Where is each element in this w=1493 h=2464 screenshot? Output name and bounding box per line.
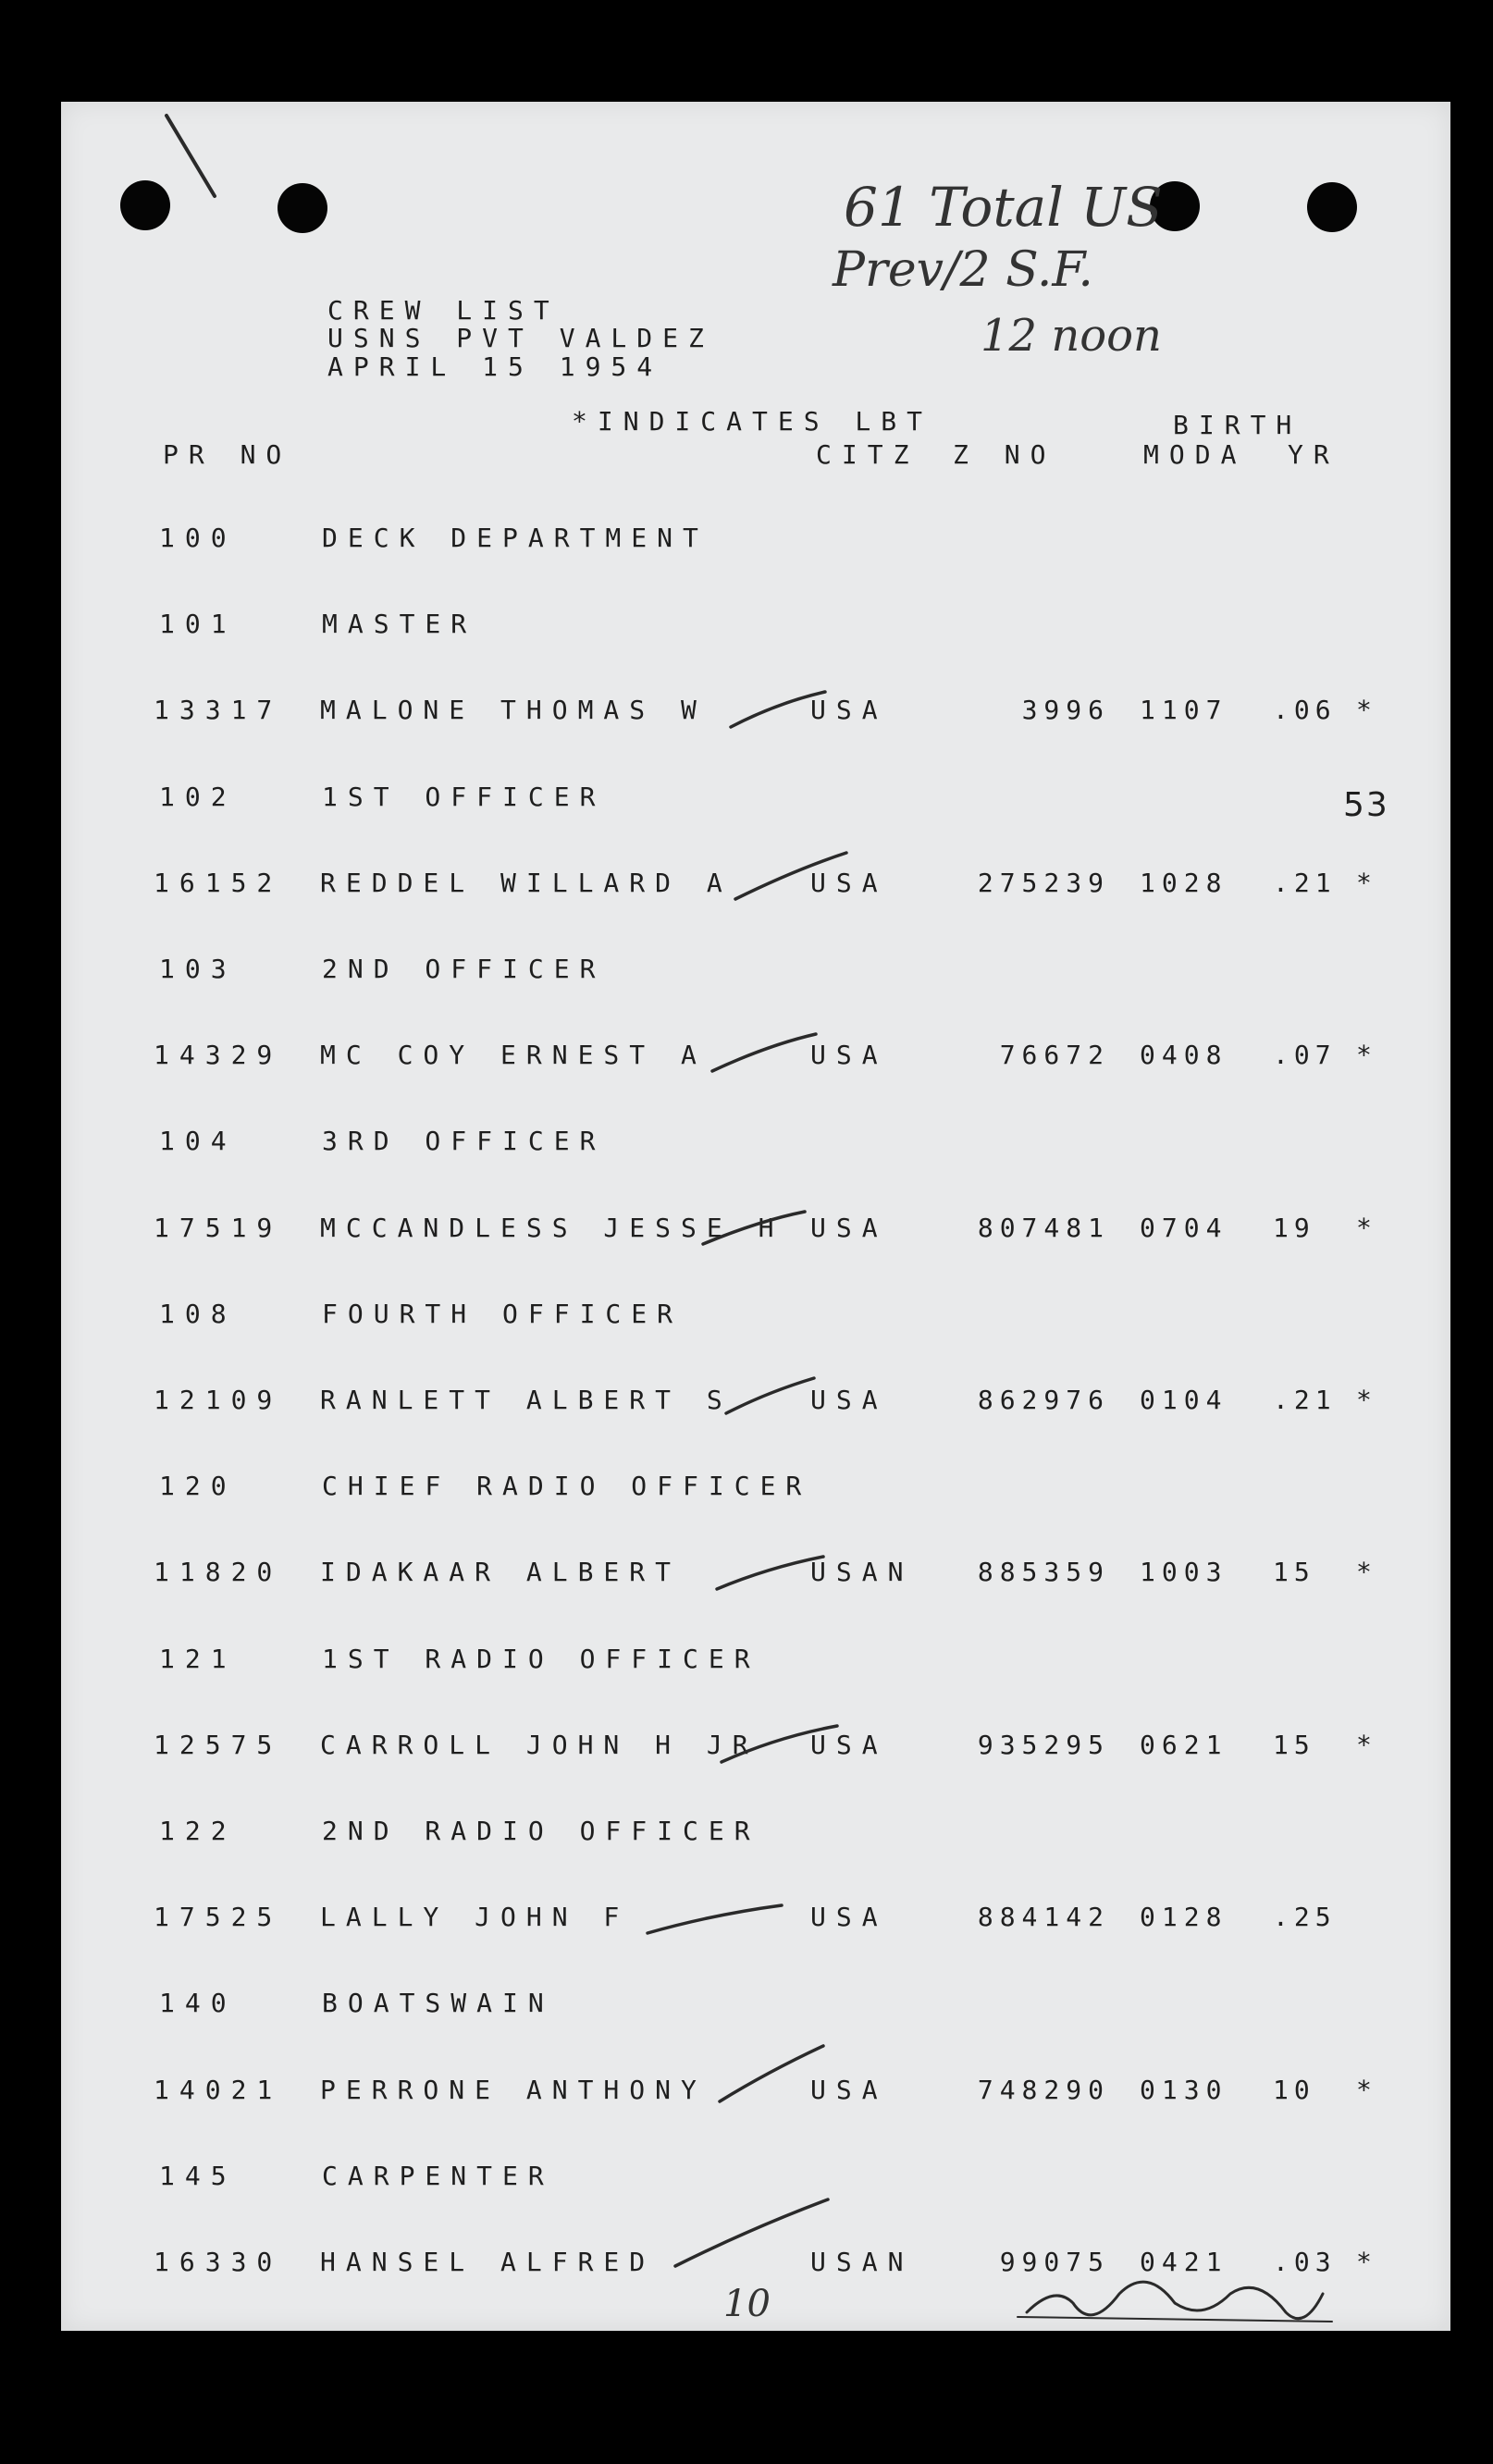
birth-year: 15 — [1273, 1730, 1315, 1760]
lbt-marker: * — [1356, 1557, 1382, 1587]
birth-year: 15 — [1273, 1557, 1315, 1587]
birth-moda: 1003 — [1140, 1557, 1228, 1587]
pr-number: 16152 — [154, 868, 283, 898]
section-code: 102 — [159, 782, 237, 812]
lbt-marker: * — [1356, 1730, 1382, 1760]
pr-number: 14329 — [154, 1040, 283, 1070]
citizenship: USAN — [810, 1557, 914, 1587]
citizenship: USA — [810, 1385, 888, 1415]
column-yr: YR — [1288, 439, 1339, 470]
section-title: MASTER — [322, 609, 477, 639]
birth-moda: 1028 — [1140, 868, 1228, 898]
section-title: 2ND RADIO OFFICER — [322, 1816, 760, 1846]
section-title: BOATSWAIN — [322, 1988, 554, 2018]
citizenship: USA — [810, 695, 888, 725]
check-mark — [648, 1905, 782, 1933]
check-mark — [720, 2046, 823, 2101]
z-number: 884142 — [977, 1902, 1110, 1932]
birth-moda: 1107 — [1140, 695, 1228, 725]
pen-mark — [167, 116, 215, 196]
crew-name: MALONE THOMAS W — [320, 695, 707, 725]
check-mark — [731, 692, 825, 727]
lbt-marker: * — [1356, 1213, 1382, 1243]
signature-underline — [1018, 2317, 1332, 2322]
pr-number: 16330 — [154, 2247, 283, 2277]
citizenship: USAN — [810, 2247, 914, 2277]
z-number: 275239 — [977, 868, 1110, 898]
check-mark — [726, 1378, 814, 1413]
birth-moda: 0621 — [1140, 1730, 1228, 1760]
birth-moda: 0408 — [1140, 1040, 1228, 1070]
check-mark — [717, 1557, 823, 1589]
crew-name: RANLETT ALBERT S — [320, 1385, 733, 1415]
section-title: DECK DEPARTMENT — [322, 523, 709, 553]
page-number: 53 — [1343, 786, 1389, 824]
section-title: 1ST OFFICER — [322, 782, 606, 812]
crew-name: MC COY ERNEST A — [320, 1040, 707, 1070]
check-mark — [675, 2199, 828, 2266]
section-code: 145 — [159, 2161, 237, 2191]
pr-number: 11820 — [154, 1557, 283, 1587]
handwritten-total: 61 Total US — [844, 176, 1163, 239]
section-code: 122 — [159, 1816, 237, 1846]
section-code: 103 — [159, 954, 237, 984]
birth-year: .03 — [1273, 2247, 1337, 2277]
citizenship: USA — [810, 1040, 888, 1070]
birth-year: .07 — [1273, 1040, 1337, 1070]
pr-number: 13317 — [154, 695, 283, 725]
column-z-no: Z NO — [953, 439, 1056, 470]
pr-number: 17525 — [154, 1902, 283, 1932]
z-number: 935295 — [977, 1730, 1110, 1760]
z-number: 3996 — [1021, 695, 1110, 725]
section-title: CHIEF RADIO OFFICER — [322, 1471, 812, 1501]
z-number: 807481 — [977, 1213, 1110, 1243]
citizenship: USA — [810, 868, 888, 898]
column-moda: MODA — [1143, 439, 1247, 470]
header-title: CREW LIST — [327, 295, 560, 326]
z-number: 99075 — [999, 2247, 1110, 2277]
birth-year: .25 — [1273, 1902, 1337, 1932]
section-title: 2ND OFFICER — [322, 954, 606, 984]
section-code: 108 — [159, 1299, 237, 1329]
header-ship: USNS PVT VALDEZ — [327, 323, 714, 353]
section-code: 101 — [159, 609, 237, 639]
crew-name: HANSEL ALFRED — [320, 2247, 656, 2277]
birth-year: 19 — [1273, 1213, 1315, 1243]
crew-name: MCCANDLESS JESSE H — [320, 1213, 784, 1243]
crew-name: LALLY JOHN F — [320, 1902, 630, 1932]
column-citz: CITZ — [816, 439, 919, 470]
check-mark — [735, 853, 846, 899]
birth-moda: 0704 — [1140, 1213, 1228, 1243]
section-title: 1ST RADIO OFFICER — [322, 1644, 760, 1674]
birth-moda: 0128 — [1140, 1902, 1228, 1932]
pr-number: 12575 — [154, 1730, 283, 1760]
crew-name: CARROLL JOHN H JR — [320, 1730, 759, 1760]
column-pr-no: PR NO — [163, 439, 292, 470]
birth-year: .06 — [1273, 695, 1337, 725]
birth-year: 10 — [1273, 2075, 1315, 2105]
z-number: 748290 — [977, 2075, 1110, 2105]
check-mark — [712, 1034, 816, 1071]
section-code: 120 — [159, 1471, 237, 1501]
citizenship: USA — [810, 1730, 888, 1760]
lbt-marker: * — [1356, 1385, 1382, 1415]
crew-name: IDAKAAR ALBERT — [320, 1557, 682, 1587]
signature — [1027, 2282, 1323, 2319]
z-number: 76672 — [999, 1040, 1110, 1070]
pr-number: 14021 — [154, 2075, 283, 2105]
check-mark — [722, 1726, 837, 1762]
section-code: 140 — [159, 1988, 237, 2018]
pr-number: 12109 — [154, 1385, 283, 1415]
z-number: 885359 — [977, 1557, 1110, 1587]
birth-moda: 0421 — [1140, 2247, 1228, 2277]
z-number: 862976 — [977, 1385, 1110, 1415]
citizenship: USA — [810, 1213, 888, 1243]
crew-name: PERRONE ANTHONY — [320, 2075, 707, 2105]
check-mark — [703, 1212, 805, 1244]
column-birth: BIRTH — [1173, 410, 1302, 440]
birth-moda: 0104 — [1140, 1385, 1228, 1415]
lbt-marker: * — [1356, 868, 1382, 898]
handwritten-prev: Prev/2 S.F. — [833, 242, 1093, 298]
lbt-marker: * — [1356, 1040, 1382, 1070]
citizenship: USA — [810, 2075, 888, 2105]
lbt-marker: * — [1356, 695, 1382, 725]
section-code: 121 — [159, 1644, 237, 1674]
section-code: 100 — [159, 523, 237, 553]
crew-name: REDDEL WILLARD A — [320, 868, 733, 898]
lbt-note: *INDICATES LBT — [572, 406, 933, 437]
birth-moda: 0130 — [1140, 2075, 1228, 2105]
handwritten-count: 10 — [723, 2283, 771, 2325]
birth-year: .21 — [1273, 1385, 1337, 1415]
section-title: 3RD OFFICER — [322, 1126, 606, 1156]
birth-year: .21 — [1273, 868, 1337, 898]
header-date: APRIL 15 1954 — [327, 351, 663, 382]
pr-number: 17519 — [154, 1213, 283, 1243]
section-code: 104 — [159, 1126, 237, 1156]
lbt-marker: * — [1356, 2247, 1382, 2277]
citizenship: USA — [810, 1902, 888, 1932]
section-title: FOURTH OFFICER — [322, 1299, 684, 1329]
section-title: CARPENTER — [322, 2161, 554, 2191]
lbt-marker: * — [1356, 2075, 1382, 2105]
handwritten-time: 12 noon — [981, 310, 1162, 362]
